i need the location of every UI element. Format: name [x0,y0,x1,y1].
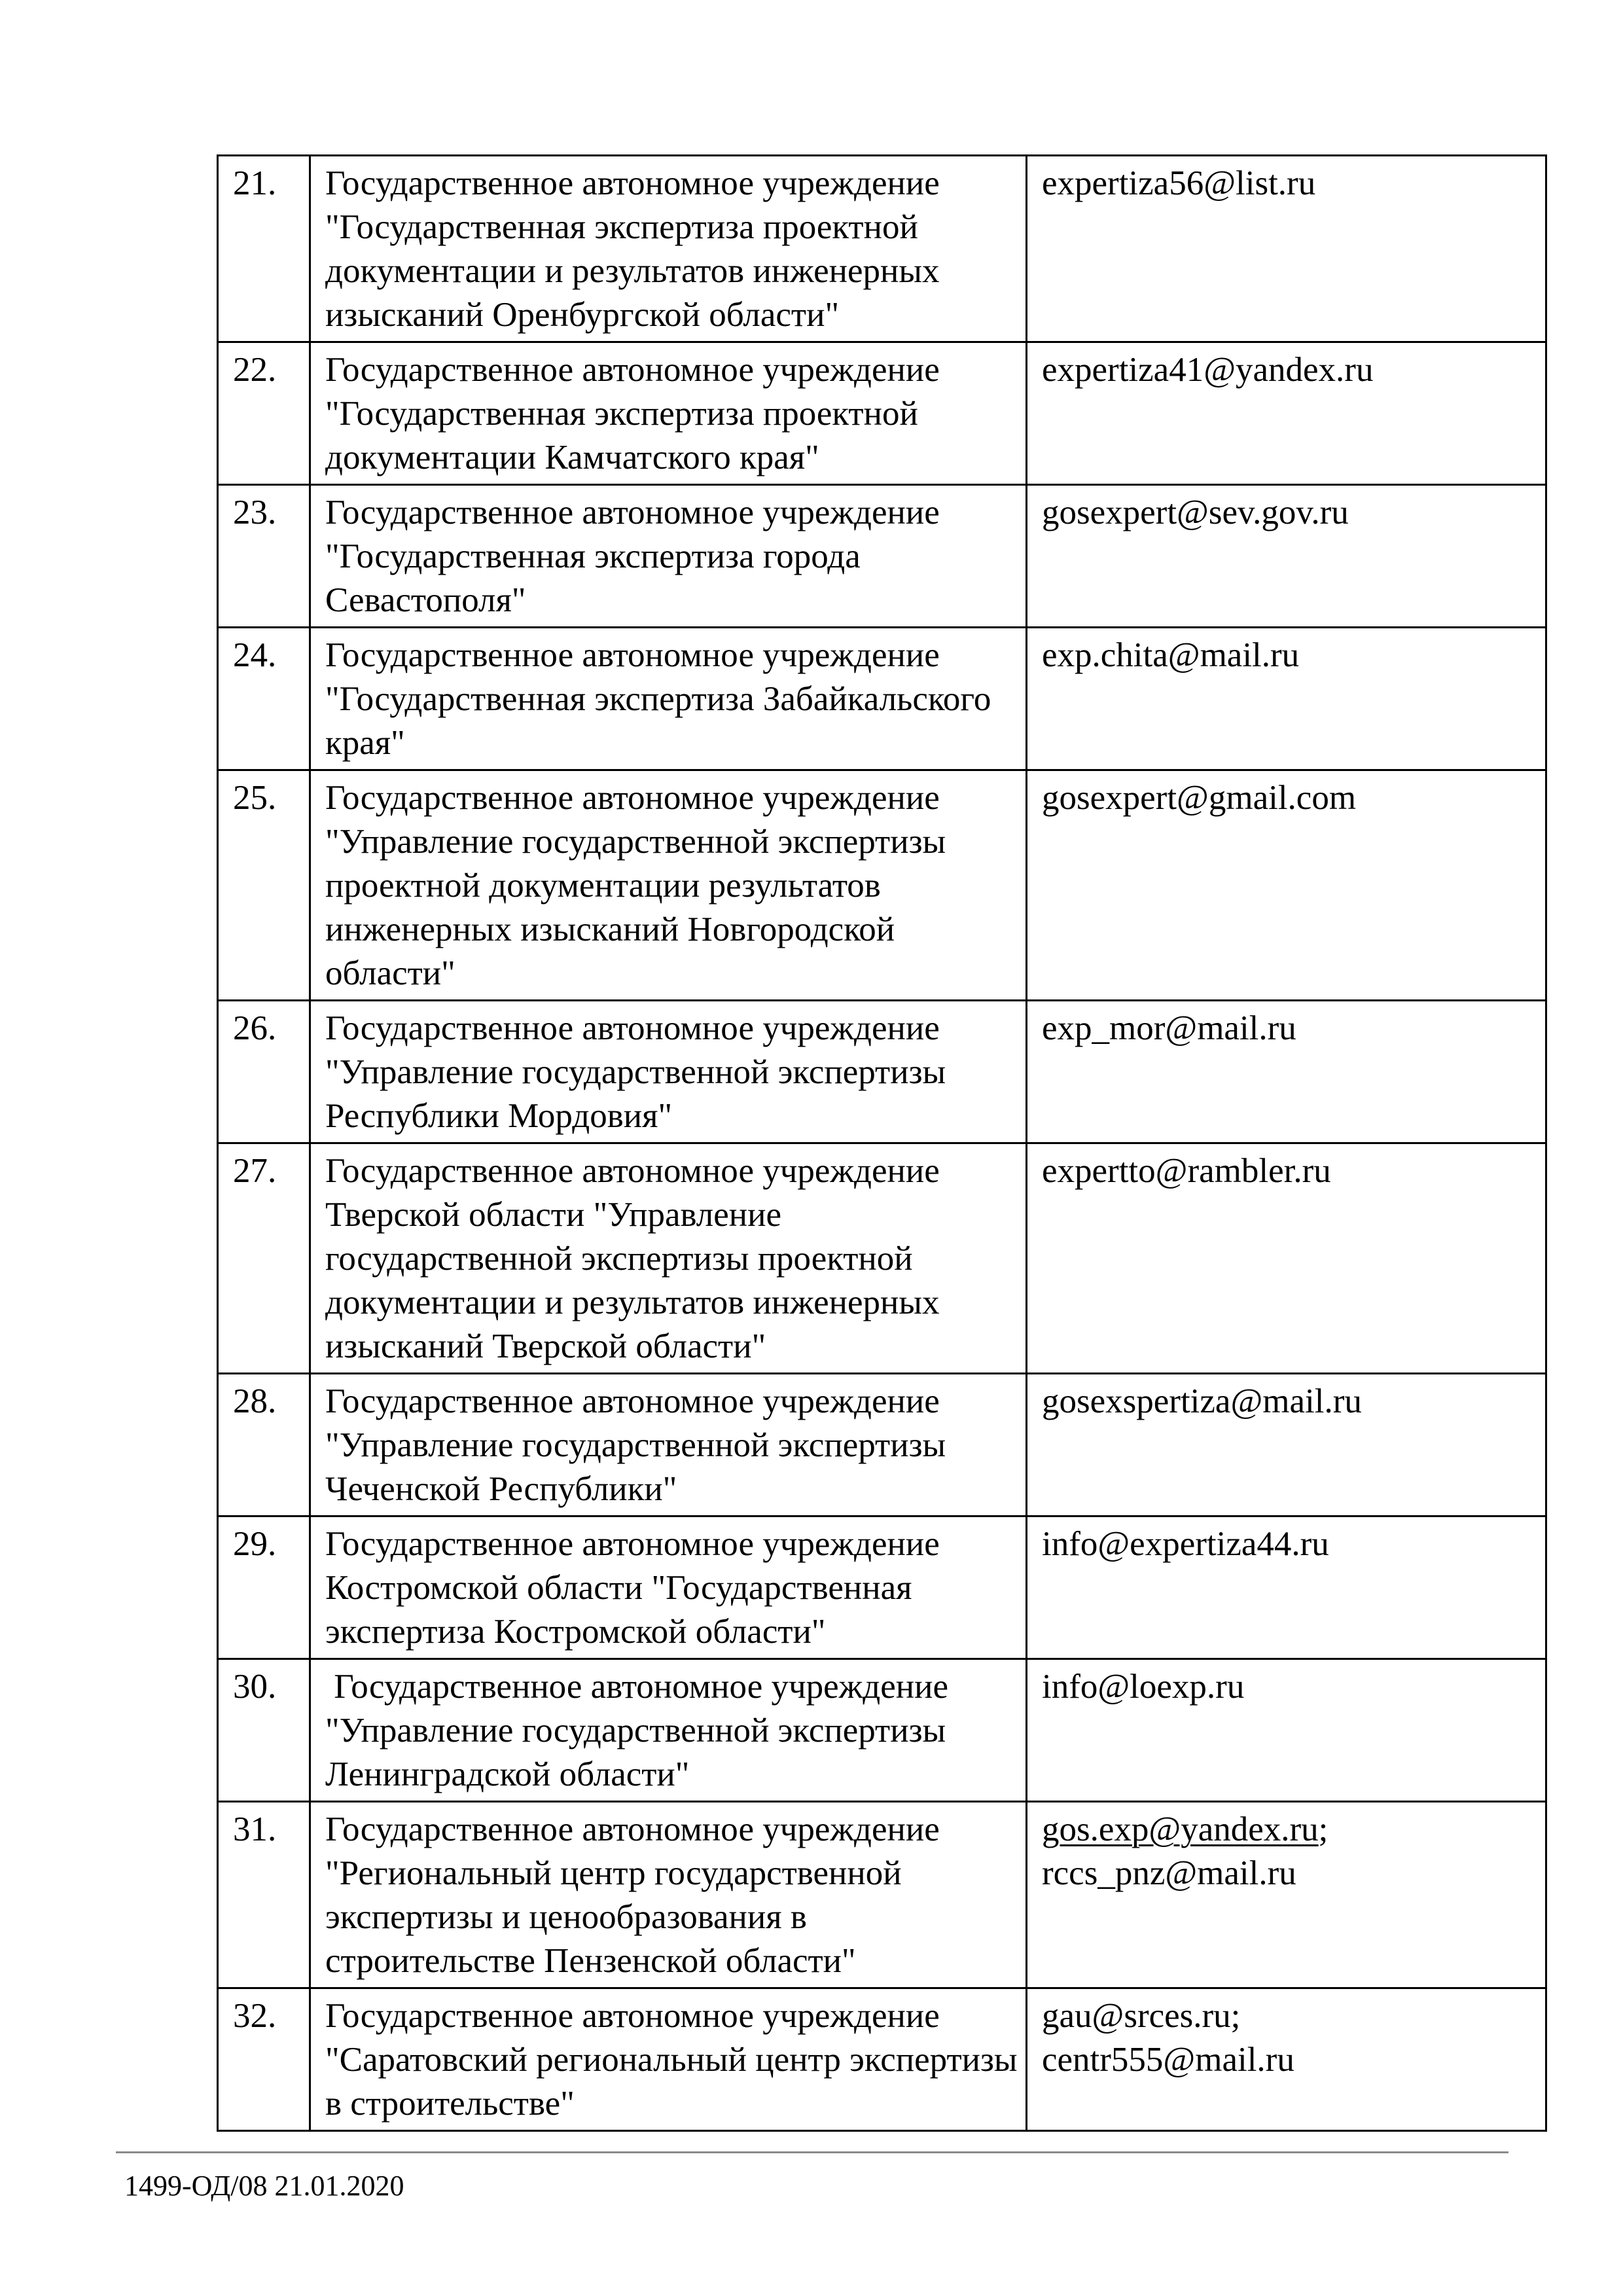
email-cell [1027,1143,1546,1374]
table-row [218,1143,1546,1374]
email-cell [1027,770,1546,1001]
table-row [218,1374,1546,1516]
organization-name: Государственное автономное учреждение "Государственная экспертиза Забайкальского края" [310,628,1027,770]
email-cell [1027,1516,1546,1659]
email-address: expertiza56@list.ru [1042,164,1316,202]
email-line [1042,1808,1536,1852]
email-cell [1027,1988,1546,2131]
email-cell [1027,342,1546,485]
email-line [1042,1007,1536,1050]
row-number: 25. [218,770,310,1001]
organization-name: Государственное автономное учреждение "Управление государственной экспертизы Ленинградской области" [310,1659,1027,1802]
email-address: gosexspertiza@mail.ru [1042,1382,1362,1420]
table-row [218,342,1546,485]
organization-name: Государственное автономное учреждение "Государственная экспертиза проектной документации Камчатского края" [310,342,1027,485]
table-row [218,1516,1546,1659]
row-number: 28. [218,1374,310,1516]
document-number: 1499-ОД/08 21.01.2020 [124,2170,404,2202]
organization-name: Государственное автономное учреждение "Управление государственной экспертизы Республики Мордовия" [310,1001,1027,1143]
email-address: info@loexp.ru [1042,1668,1245,1706]
email-address: gosexpert@sev.gov.ru [1042,493,1349,531]
email-cell [1027,1659,1546,1802]
table-row [218,1001,1546,1143]
row-number: 21. [218,156,310,342]
table-row [218,770,1546,1001]
organizations-table [217,154,1547,2132]
email-address: exp_mor@mail.ru [1042,1009,1296,1047]
email-address: gosexpert@gmail.com [1042,779,1357,817]
email-address: gau@srces.ru; [1042,1997,1241,2035]
organization-name: Государственное автономное учреждение Тверской области "Управление государственной экспертизы проектной документации и результатов инженерных изысканий Тверской области" [310,1143,1027,1374]
table-row [218,1659,1546,1802]
organization-name: Государственное автономное учреждение "Государственная экспертиза проектной документации и результатов инженерных изысканий Оренбургской области" [310,156,1027,342]
email-address: rccs_pnz@mail.ru [1042,1854,1296,1892]
email-line [1042,1522,1536,1566]
email-line [1042,1149,1536,1193]
email-cell [1027,1001,1546,1143]
row-number: 24. [218,628,310,770]
email-address: centr555@mail.ru [1042,2041,1294,2079]
email-line [1042,1380,1536,1424]
email-address: expertto@rambler.ru [1042,1152,1331,1190]
email-line [1042,2038,1536,2082]
email-link[interactable]: gos.exp@yandex.ru [1042,1810,1319,1848]
email-cell [1027,628,1546,770]
email-cell [1027,1802,1546,1988]
row-number: 27. [218,1143,310,1374]
email-address: expertiza41@yandex.ru [1042,351,1374,389]
table-row [218,1802,1546,1988]
row-number: 26. [218,1001,310,1143]
row-number: 31. [218,1802,310,1988]
email-cell [1027,485,1546,628]
organization-name: Государственное автономное учреждение "Управление государственной экспертизы Чеченской Республики" [310,1374,1027,1516]
organization-name: Государственное автономное учреждение Костромской области "Государственная экспертиза Костромской области" [310,1516,1027,1659]
email-line [1042,491,1536,535]
table-row [218,485,1546,628]
footer-divider [116,2151,1508,2153]
email-line [1042,1665,1536,1709]
row-number: 29. [218,1516,310,1659]
email-line [1042,1994,1536,2038]
email-line [1042,634,1536,677]
email-separator: ; [1318,1810,1329,1848]
table-body [218,156,1546,2131]
row-number: 22. [218,342,310,485]
table-row [218,1988,1546,2131]
email-line [1042,162,1536,206]
organization-name: Государственное автономное учреждение "Региональный центр государственной экспертизы и ценообразования в строительстве Пензенской области" [310,1802,1027,1988]
organization-name: Государственное автономное учреждение "Саратовский региональный центр экспертизы в строительстве" [310,1988,1027,2131]
email-line [1042,776,1536,820]
email-address: exp.chita@mail.ru [1042,636,1300,674]
email-line [1042,1852,1536,1895]
table-row [218,628,1546,770]
table-row [218,156,1546,342]
email-address: info@expertiza44.ru [1042,1525,1329,1563]
row-number: 30. [218,1659,310,1802]
email-cell [1027,1374,1546,1516]
organization-name: Государственное автономное учреждение "Управление государственной экспертизы проектной документации результатов инженерных изысканий Новгородской области" [310,770,1027,1001]
row-number: 23. [218,485,310,628]
email-line [1042,348,1536,392]
organization-name: Государственное автономное учреждение "Государственная экспертиза города Севастополя" [310,485,1027,628]
row-number: 32. [218,1988,310,2131]
email-cell [1027,156,1546,342]
